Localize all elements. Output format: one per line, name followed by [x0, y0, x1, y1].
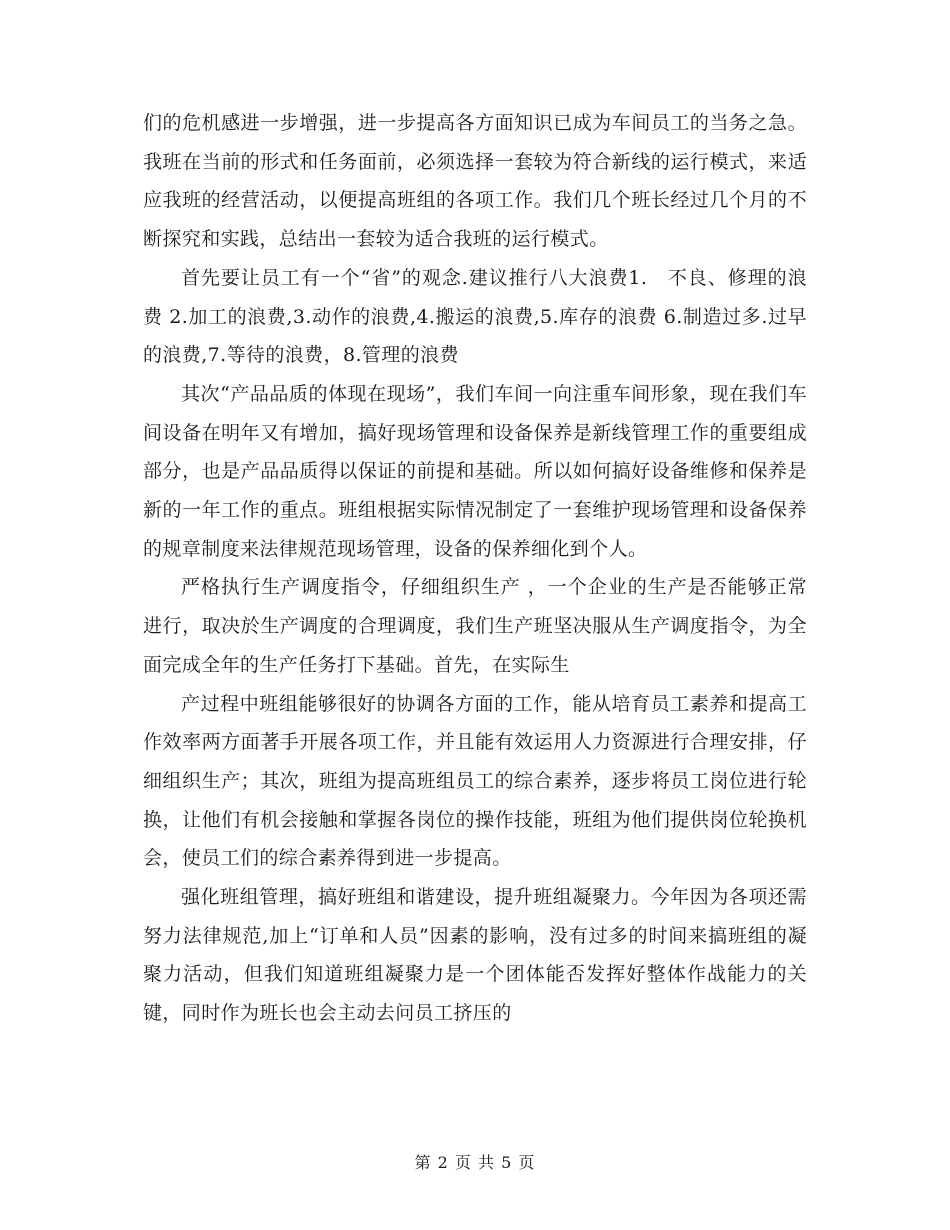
- paragraph-eight-wastes: 首先要让员工有一个“省”的观念.建议推行八大浪费1. 不良、修理的浪费 2.加工的浪费,3.动作的浪费,4.搬运的浪费,5.库存的浪费 6.制造过多.过早的浪费,7.等待的浪费，8.管理的浪费: [143, 266, 807, 367]
- paragraph-production-scheduling: 严格执行生产调度指令，仔细组织生产 ，一个企业的生产是否能够正常进行，取决於生产调度的合理调度，我们生产班坚决服从生产调度指令，为全面完成全年的生产任务打下基础。首先，在实际生: [143, 576, 807, 676]
- paragraph-production-process: 产过程中班组能够很好的协调各方面的工作，能从培育员工素养和提高工作效率两方面著手开展各项工作，并且能有效运用人力资源进行合理安排，仔细组织生产；其次，班组为提高班组员工的综合素养，逐步将员工岗位进行轮换，让他们有机会接触和掌握各岗位的操作技能，班组为他们提供岗位轮换机会，使员工们的综合素养得到进一步提高。: [143, 692, 807, 870]
- paragraph-product-quality: 其次“产品品质的体现在现场”，我们车间一向注重车间形象，现在我们车间设备在明年又有增加，搞好现场管理和设备保养是新线管理工作的重要组成部分，也是产品品质得以保证的前提和基础。所以如何搞好设备维修和保养是新的一年工作的重点。班组根据实际情况制定了一套维护现场管理和设备保养的规章制度来法律规范现场管理，设备的保养细化到个人。: [143, 382, 807, 560]
- document-body: [143, 104, 807, 1033]
- paragraph-team-management: 强化班组管理，搞好班组和谐建设，提升班组凝聚力。今年因为各项还需努力法律规范,加上“订单和人员”因素的影响，没有过多的时间来搞班组的凝聚力活动，但我们知道班组凝聚力是一个团体能否发挥好整体作战能力的关键，同时作为班长也会主动去问员工挤压的: [143, 886, 807, 1025]
- page-number-footer: 第 2 页 共 5 页: [414, 1153, 536, 1172]
- paragraph-continuation: 们的危机感进一步增强，进一步提高各方面知识已成为车间员工的当务之急。我班在当前的形式和任务面前，必须选择一套较为符合新线的运行模式，来适应我班的经营活动，以便提高班组的各项工作。我们几个班长经过几个月的不断探究和实践，总结出一套较为适合我班的运行模式。: [143, 112, 807, 251]
